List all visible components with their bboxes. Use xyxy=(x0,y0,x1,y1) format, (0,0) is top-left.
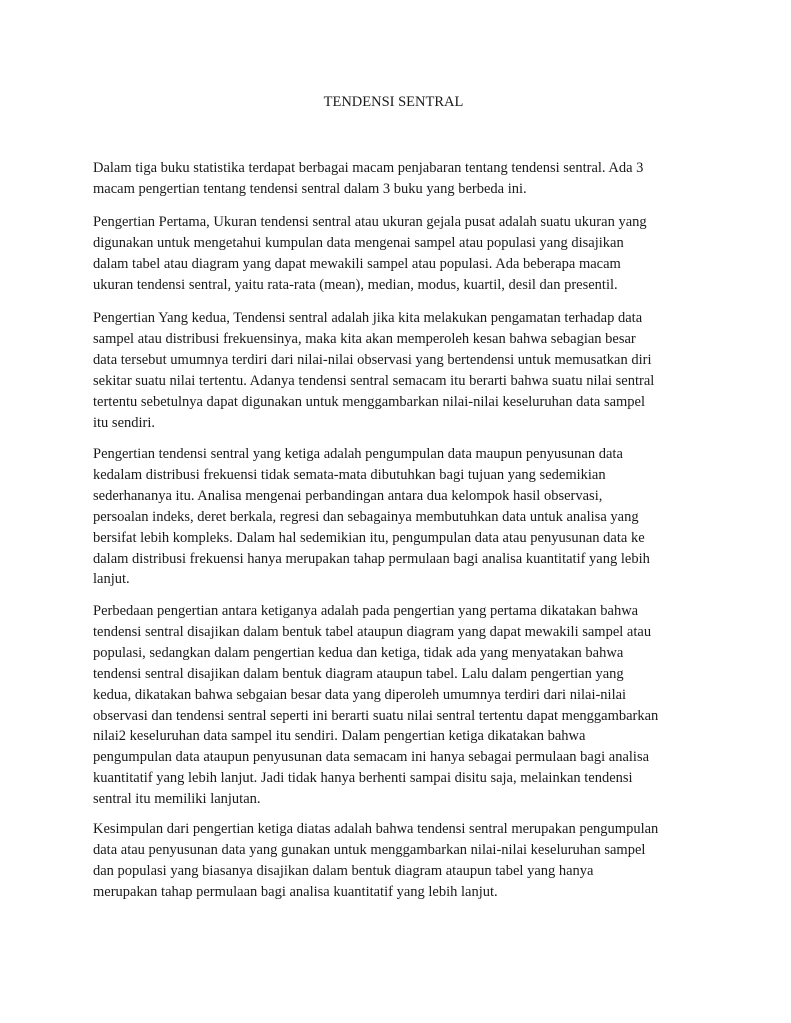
paragraph-line: tendensi sentral disajikan dalam bentuk tabel ataupun diagram yang dapat mewakili sampel atau xyxy=(93,623,652,640)
paragraph-line: Perbedaan pengertian antara ketiganya adalah pada pengertian yang pertama dikatakan bahwa xyxy=(93,603,639,619)
paragraph-second-definition xyxy=(93,308,713,433)
paragraph-line: macam pengertian tentang tendensi sentral dalam 3 buku yang berbeda ini. xyxy=(93,180,527,197)
paragraph-line: kuantitatif yang lebih lanjut. Jadi tidak hanya berhenti sampai disitu saja, melainkan tendensi xyxy=(93,770,633,787)
paragraph-line: nilai2 keseluruhan data sampel itu sendiri. Dalam pengertian ketiga dikatakan bahwa xyxy=(93,728,586,745)
paragraph-line: merupakan tahap permulaan bagi analisa kuantitatif yang lebih lanjut. xyxy=(93,883,498,900)
paragraph-line: Pengertian tendensi sentral yang ketiga adalah pengumpulan data maupun penyusunan data xyxy=(93,446,623,462)
paragraph-line: dalam tabel atau diagram yang dapat mewakili sampel atau populasi. Ada beberapa macam xyxy=(93,255,621,272)
paragraph-line: pengumpulan data ataupun penyusunan data semacam ini hanya sebagai permulaan bagi analisa xyxy=(93,749,650,766)
paragraph-line: digunakan untuk mengetahui kumpulan data mengenai sampel atau populasi yang disajikan xyxy=(93,234,624,251)
paragraph-line: dan populasi yang biasanya disajikan dalam bentuk diagram ataupun tabel yang hanya xyxy=(93,862,594,879)
paragraph-line: data atau penyusunan data yang gunakan untuk menggambarkan nilai-nilai keseluruhan sampel xyxy=(93,841,646,858)
paragraph-conclusion xyxy=(93,819,713,903)
paragraph-line: ukuran tendensi sentral, yaitu rata-rata (mean), median, modus, kuartil, desil dan presentil. xyxy=(93,276,618,293)
paragraph-line: bersifat lebih kompleks. Dalam hal sedemikian itu, pengumpulan data atau penyusunan data ke xyxy=(93,529,645,546)
paragraph-line: sekitar suatu nilai tertentu. Adanya tendensi sentral semacam itu berarti bahwa suatu nilai sentral xyxy=(93,372,655,389)
paragraph-differences xyxy=(93,601,713,810)
paragraph-third-definition xyxy=(93,444,713,590)
document-title-text: TENDENSI SENTRAL xyxy=(323,94,464,110)
document-title xyxy=(0,92,791,113)
paragraph-line: kedua, dikatakan bahwa sebgaian besar data yang diperoleh umumnya terdiri dari nilai-nilai xyxy=(93,686,627,703)
paragraph-line: data tersebut umumnya terdiri dari nilai-nilai observasi yang bertendensi untuk memusatkan diri xyxy=(93,351,652,368)
paragraph-intro xyxy=(93,158,713,200)
paragraph-line: tendensi sentral disajikan dalam bentuk diagram ataupun tabel. Lalu dalam pengertian yang xyxy=(93,665,624,682)
paragraph-line: Pengertian Yang kedua, Tendensi sentral adalah jika kita melakukan pengamatan terhadap data xyxy=(93,310,643,326)
paragraph-line: persoalan indeks, deret berkala, regresi dan sebagainya membutuhkan data untuk analisa yang xyxy=(93,508,639,525)
paragraph-line: Pengertian Pertama, Ukuran tendensi sentral atau ukuran gejala pusat adalah suatu ukuran yang xyxy=(93,214,647,230)
paragraph-line: sentral itu memiliki lanjutan. xyxy=(93,791,261,808)
paragraph-line: dalam distribusi frekuensi hanya merupakan tahap permulaan bagi analisa kuantitatif yang lebih xyxy=(93,550,650,567)
paragraph-line: Dalam tiga buku statistika terdapat berbagai macam penjabaran tentang tendensi sentral. Ada 3 xyxy=(93,160,644,176)
paragraph-line: sampel atau distribusi frekuensinya, maka kita akan memperoleh kesan bahwa sebagian besar xyxy=(93,330,636,347)
paragraph-first-definition xyxy=(93,212,713,296)
paragraph-line: kedalam distribusi frekuensi tidak semata-mata dibutuhkan bagi tujuan yang sedemikian xyxy=(93,466,606,483)
paragraph-line: tertentu sebetulnya dapat digunakan untuk menggambarkan nilai-nilai keseluruhan data sampel xyxy=(93,393,646,410)
paragraph-line: itu sendiri. xyxy=(93,414,156,431)
paragraph-line: populasi, sedangkan dalam pengertian kedua dan ketiga, tidak ada yang menyatakan bahwa xyxy=(93,644,624,661)
paragraph-line: sederhananya itu. Analisa mengenai perbandingan antara dua kelompok hasil observasi, xyxy=(93,487,603,504)
paragraph-line: lanjut. xyxy=(93,571,130,588)
paragraph-line: observasi dan tendensi sentral seperti ini berarti suatu nilai sentral tertentu dapat menggambarkan xyxy=(93,707,659,724)
paragraph-line: Kesimpulan dari pengertian ketiga diatas adalah bahwa tendensi sentral merupakan pengumpulan xyxy=(93,821,659,837)
